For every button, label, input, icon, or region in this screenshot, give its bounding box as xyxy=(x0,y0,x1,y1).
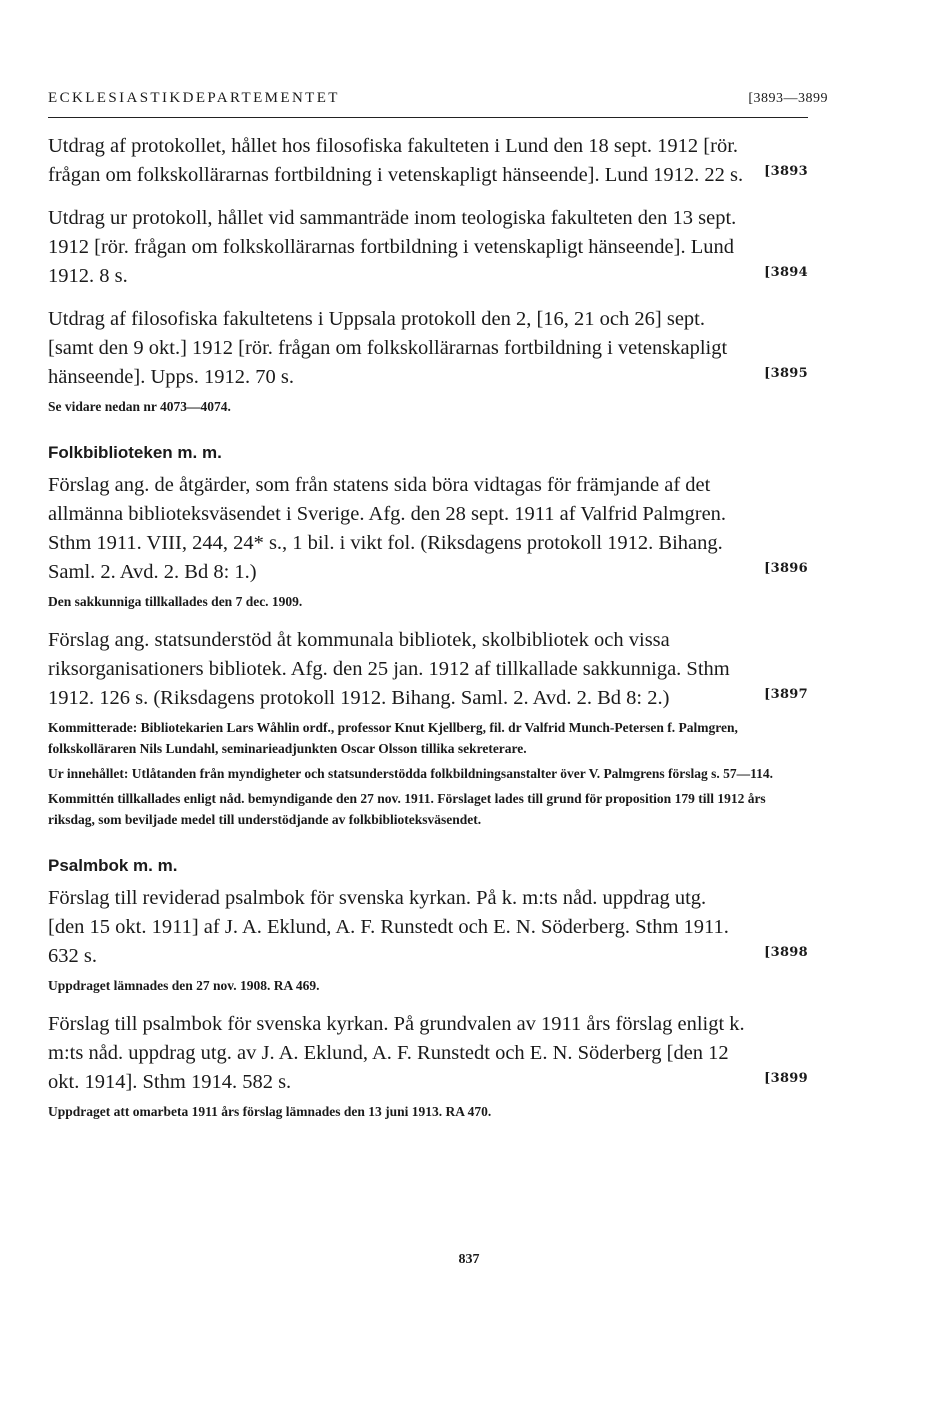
header-rule xyxy=(48,117,808,118)
entry-range: [3893—3899 xyxy=(748,91,828,106)
entry-number: [3896 xyxy=(764,561,808,576)
page-content xyxy=(48,132,808,1122)
entry-text: Förslag till reviderad psalmbok för svenska kyrkan. På k. m:ts nåd. uppdrag utg. [den 15 okt. 1911] af J. A. Eklund, A. F. Runstedt och E. N. Söderberg. Sthm 1911. 632 s. xyxy=(48,887,729,967)
entry-note: Kommittén tillkallades enligt nåd. bemyndigande den 27 nov. 1911. Förslaget lades till grund för proposition 179 till 1912 års riksdag, som beviljade medel till understödjande av folkbiblioteksväsendet. xyxy=(48,791,766,827)
entry-3895 xyxy=(48,305,808,392)
entry-text: Utdrag af protokollet, hållet hos filosofiska fakulteten i Lund den 18 sept. 1912 [rör. frågan om folkskollärarnas fortbildning i vetenskapligt hänseende]. Lund 1912. 22 s. xyxy=(48,135,744,186)
section-heading-psalmbok: Psalmbok m. m. xyxy=(48,856,178,875)
entry-3897 xyxy=(48,626,808,713)
entry-number: [3893 xyxy=(764,164,808,179)
entry-text: Förslag till psalmbok för svenska kyrkan. På grundvalen av 1911 års förslag enligt k. m:ts nåd. uppdrag utg. av J. A. Eklund, A. F. Runstedt och E. N. Söderberg [den 12 okt. 1914]. Sthm 1914. 582 s. xyxy=(48,1013,745,1093)
entry-number: [3894 xyxy=(764,265,808,280)
entry-number: [3895 xyxy=(764,366,808,381)
note-text: Utlåtanden från myndigheter och statsunderstödda folkbildningsanstalter över V. Palmgrens förslag s. 57—114. xyxy=(131,766,774,781)
entry-number: [3897 xyxy=(764,687,808,702)
entry-note: Den sakkunniga tillkallades den 7 dec. 1909. xyxy=(48,594,303,609)
page-number: 837 xyxy=(458,1252,480,1267)
entry-3894 xyxy=(48,204,808,291)
entry-note: Uppdraget att omarbeta 1911 års förslag lämnades den 13 juni 1913. RA 470. xyxy=(48,1104,492,1119)
entry-3893 xyxy=(48,132,808,190)
entry-note: Uppdraget lämnades den 27 nov. 1908. RA 469. xyxy=(48,978,320,993)
entry-number: [3898 xyxy=(764,945,808,960)
entry-3896 xyxy=(48,471,808,587)
committee-note xyxy=(48,717,808,759)
entry-3898 xyxy=(48,884,808,971)
entry-number: [3899 xyxy=(764,1071,808,1086)
department-title: ECKLESIASTIKDEPARTEMENTET xyxy=(48,90,340,106)
contents-note xyxy=(48,763,808,784)
entry-text: Förslag ang. de åtgärder, som från statens sida böra vidtagas för främjande af det allmänna biblioteksväsendet i Sverige. Afg. den 28 sept. 1911 af Valfrid Palmgren. Sthm 1911. VIII, 244, 24* s., 1 bil. i vikt fol. (Riksdagens protokoll 1912. Bihang. Saml. 2. Avd. 2. Bd 8: 1.) xyxy=(48,474,727,583)
entry-text: Förslag ang. statsunderstöd åt kommunala bibliotek, skolbibliotek och vissa riksorganisationers bibliotek. Afg. den 25 jan. 1912 af tillkallade sakkunniga. Sthm 1912. 126 s. (Riksdagens protokoll 1912. Bihang. Saml. 2. Avd. 2. Bd 8: 2.) xyxy=(48,629,730,709)
entry-text: Utdrag ur protokoll, hållet vid sammanträde inom teologiska fakulteten den 13 sept. 1912 [rör. frågan om folkskollärarnas fortbildning i vetenskapligt hänseende]. Lund 1912. 8 s. xyxy=(48,207,737,287)
running-head xyxy=(48,90,828,107)
note-label: Ur innehållet: xyxy=(48,766,129,781)
entry-3899 xyxy=(48,1010,808,1097)
note-label: Kommitterade: xyxy=(48,720,138,735)
section-heading-folkbiblioteken: Folkbiblioteken m. m. xyxy=(48,443,222,462)
entry-text: Utdrag af filosofiska fakultetens i Uppsala protokoll den 2, [16, 21 och 26] sept. [samt den 9 okt.] 1912 [rör. frågan om folkskollärarnas fortbildning i vetenskapligt hänseende]. Upps. 1912. 70 s. xyxy=(48,308,728,388)
note-text: Bibliotekarien Lars Wåhlin ordf., professor Knut Kjellberg, fil. dr Valfrid Munch-Petersen f. Palmgren, folkskolläraren Nils Lundahl, seminarieadjunkten Oscar Olsson tillika sekreterare. xyxy=(48,720,738,756)
cross-reference-note: Se vidare nedan nr 4073—4074. xyxy=(48,399,231,414)
